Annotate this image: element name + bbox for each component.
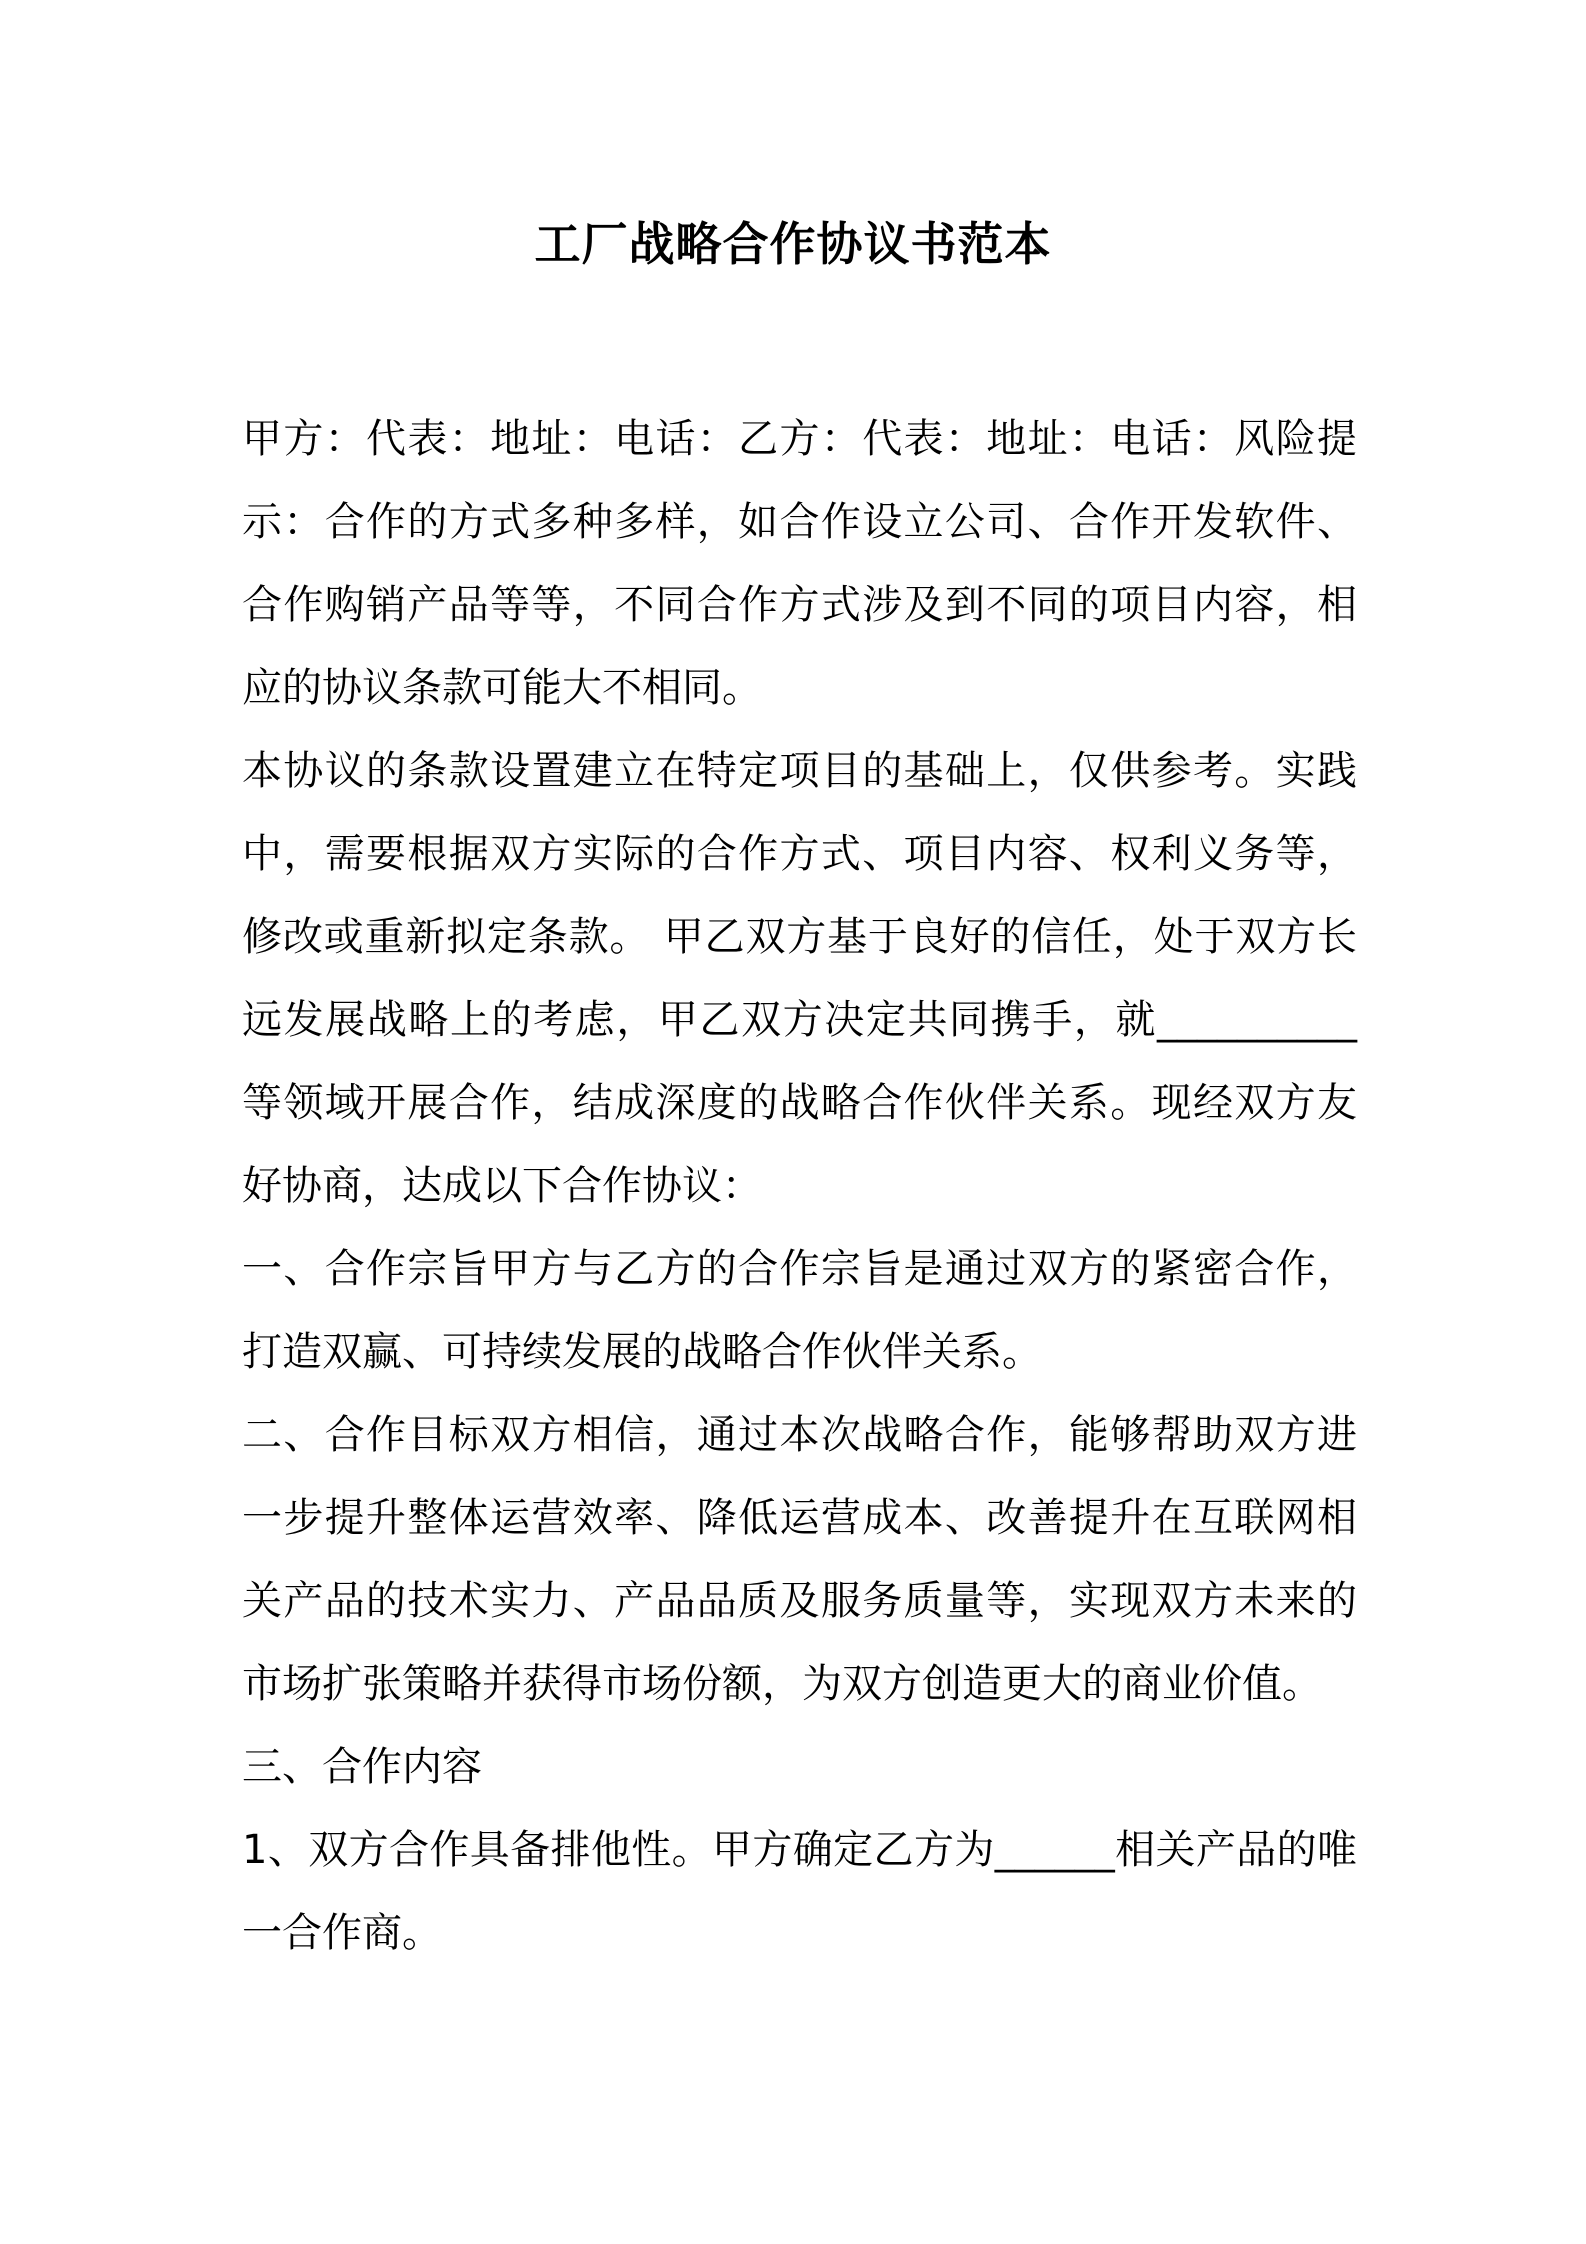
paragraph-purpose: 一、合作宗旨甲方与乙方的合作宗旨是通过双方的紧密合作，打造双赢、可持续发展的战略合作伙伴关系。	[242, 1246, 1357, 1375]
document-title: 工厂战略合作协议书范本	[534, 217, 1052, 271]
paragraph-preamble: 本协议的条款设置建立在特定项目的基础上，仅供参考。实践中，需要根据双方实际的合作方式、项目内容、权利义务等，修改或重新拟定条款。 甲乙双方基于良好的信任，处于双方长远发展战略上的考虑，甲乙双方决定共同携手，就__________等领域开展合作，结成深度的战略合作伙伴关系。现经双方友好协商，达成以下合作协议：	[242, 748, 1357, 1209]
paragraph-goal: 二、合作目标双方相信，通过本次战略合作，能够帮助双方进一步提升整体运营效率、降低运营成本、改善提升在互联网相关产品的技术实力、产品品质及服务质量等，实现双方未来的市场扩张策略并获得市场份额，为双方创造更大的商业价值。	[242, 1412, 1357, 1707]
document-body	[242, 398, 1357, 1975]
paragraph-content-heading: 三、合作内容	[242, 1744, 482, 1790]
paragraph-parties: 甲方：代表：地址：电话：乙方：代表：地址：电话：风险提示：合作的方式多种多样，如合作设立公司、合作开发软件、合作购销产品等等，不同合作方式涉及到不同的项目内容，相应的协议条款可能大不相同。	[242, 416, 1357, 711]
paragraph-clause-1: 1、双方合作具备排他性。甲方确定乙方为______相关产品的唯一合作商。	[242, 1827, 1357, 1956]
